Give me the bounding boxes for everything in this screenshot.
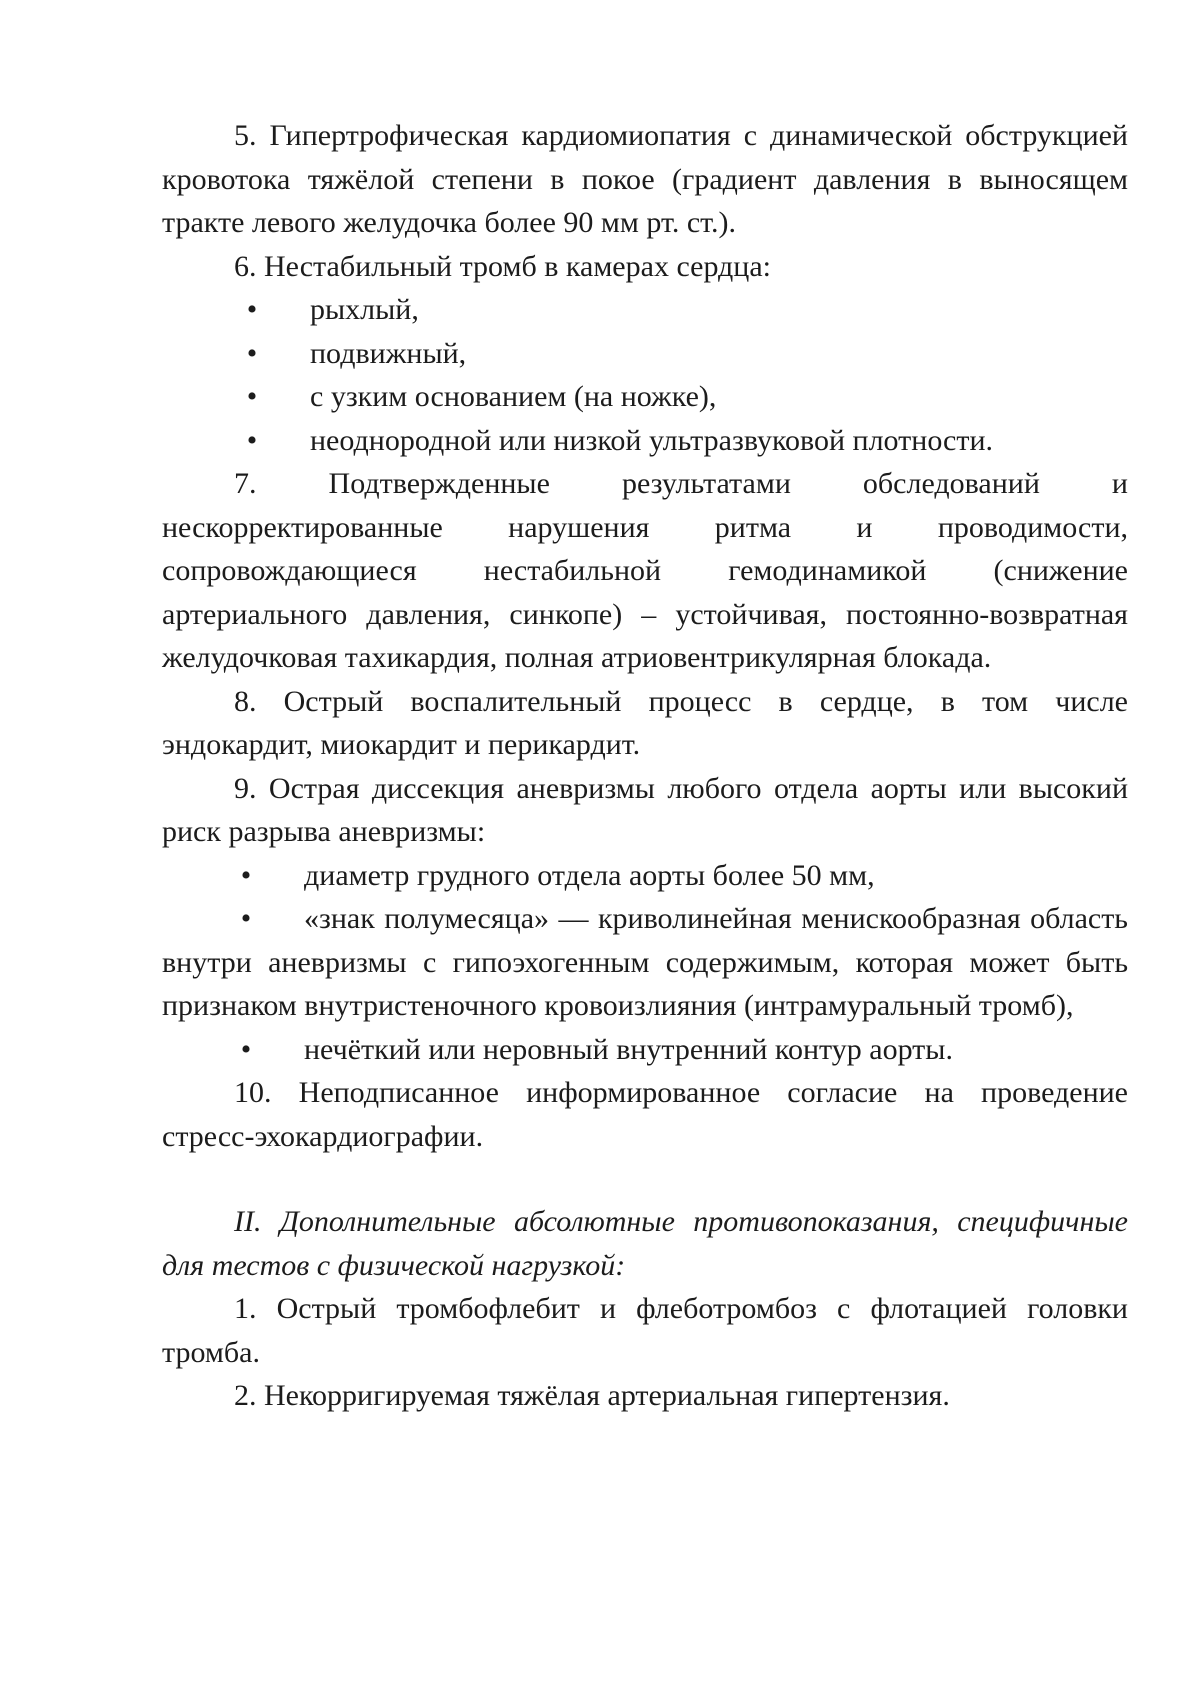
- bullet-icon: •: [240, 902, 252, 935]
- section-heading: II. Дополнительные абсолютные противопоказания, специфичные для тестов с физической нагрузкой:: [162, 1205, 1128, 1282]
- bullet-icon: •: [240, 1032, 252, 1066]
- section2-item-1: 1. Острый тромбофлебит и флеботромбоз с флотацией головки тромба.: [162, 1292, 1128, 1369]
- list-item: • рыхлый,: [162, 288, 1128, 332]
- section2-item-2: 2. Некорригируемая тяжёлая артериальная гипертензия.: [234, 1379, 950, 1412]
- item-5: 5. Гипертрофическая кардиомиопатия с динамической обструкцией кровотока тяжёлой степени в покое (градиент давления в выносящем тракте левого желудочка более 90 мм рт. ст.).: [162, 119, 1128, 239]
- item-8: 8. Острый воспалительный процесс в сердце, в том числе эндокардит, миокардит и перикардит.: [162, 684, 1128, 761]
- list-item: • диаметр грудного отдела аорты более 50 мм,: [162, 854, 1128, 898]
- item-6: 6. Нестабильный тромб в камерах сердца:: [234, 249, 772, 283]
- bullet-icon: •: [246, 423, 258, 457]
- bullet-icon: •: [246, 380, 258, 413]
- document-body: [162, 114, 1128, 1418]
- item-9: 9. Острая диссекция аневризмы любого отдела аорты или высокий риск разрыва аневризмы:: [162, 771, 1128, 848]
- list-item: • неоднородной или низкой ультразвуковой плотности.: [162, 419, 1128, 463]
- list-item: • нечёткий или неровный внутренний контур аорты.: [162, 1028, 1128, 1072]
- item-7: 7. Подтвержденные результатами обследований и нескорректированные нарушения ритма и проводимости, сопровождающиеся нестабильной гемодинамикой (снижение артериального давления, синкопе) – устойчивая, постоянно-возвратная желудочковая тахикардия, полная атриовентрикулярная блокада.: [162, 467, 1128, 674]
- list-item: • «знак полумесяца» — криволинейная менискообразная область внутри аневризмы с гипоэхогенным содержимым, которая может быть признаком внутристеночного кровоизлияния (интрамуральный тромб),: [162, 897, 1128, 1028]
- bullet-icon: •: [240, 858, 252, 892]
- item-10: 10. Неподписанное информированное согласие на проведение стресс-эхокардиографии.: [162, 1076, 1128, 1153]
- bullet-icon: •: [246, 336, 258, 370]
- list-item: • с узким основанием (на ножке),: [162, 375, 1128, 419]
- bullet-icon: •: [246, 293, 258, 326]
- list-item: • подвижный,: [162, 332, 1128, 376]
